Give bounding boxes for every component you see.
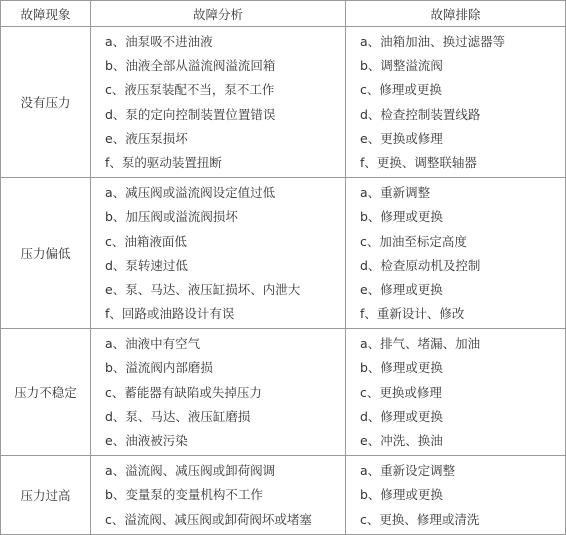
- solution-item: b、修理或更换: [360, 487, 443, 503]
- solution-cell: [346, 329, 566, 456]
- solution-item: e、冲洗、换油: [360, 433, 443, 448]
- symptom-cell: 压力不稳定: [1, 329, 91, 456]
- solution-item: b、调整溢流阀: [360, 58, 443, 74]
- analysis-cell: [91, 456, 346, 535]
- analysis-item: b、溢流阀内部磨损: [105, 360, 213, 376]
- analysis-item: e、泵、马达、液压缸损坏、内泄大: [105, 281, 301, 297]
- analysis-cell: [91, 178, 346, 329]
- solution-item: b、修理或更换: [360, 209, 443, 225]
- symptom-cell: 压力过高: [1, 456, 91, 535]
- solution-item: a、重新设定调整: [360, 463, 456, 479]
- solution-item: d、修理或更换: [360, 408, 443, 424]
- table-row: [1, 456, 566, 535]
- analysis-cell: [91, 329, 346, 456]
- solution-item: f、重新设计、修改: [360, 306, 465, 322]
- solution-cell: [346, 27, 566, 178]
- table-body: [1, 27, 566, 535]
- analysis-item: a、减压阀或溢流阀设定值过低: [105, 185, 276, 201]
- header-row: [1, 1, 566, 27]
- analysis-item: f、泵的驱动装置扭断: [105, 154, 222, 170]
- header-analysis: 故障分析: [91, 1, 346, 27]
- symptom-cell: 压力偏低: [1, 178, 91, 329]
- solution-item: a、排气、堵漏、加油: [360, 336, 481, 352]
- analysis-item: c、液压泵装配不当，泵不工作: [105, 82, 275, 98]
- solution-item: c、修理或更换: [360, 82, 442, 98]
- solution-item: d、检查原动机及控制: [360, 257, 481, 273]
- analysis-item: a、溢流阀、减压阀或卸荷阀调: [105, 463, 276, 479]
- analysis-item: a、油泵吸不进油液: [105, 34, 213, 49]
- analysis-item: b、变量泵的变量机构不工作: [105, 487, 263, 503]
- analysis-item: e、油液被污染: [105, 433, 188, 448]
- solution-item: c、更换、修理或清洗: [360, 511, 480, 527]
- analysis-item: a、油液中有空气: [105, 336, 201, 352]
- analysis-item: d、泵转速过低: [105, 257, 188, 273]
- header-phenomenon: 故障现象: [1, 1, 91, 27]
- table-row: [1, 329, 566, 456]
- analysis-item: e、液压泵损坏: [105, 130, 188, 146]
- analysis-item: c、蓄能器有缺陷或失掉压力: [105, 384, 262, 400]
- solution-item: c、更换或修理: [360, 384, 442, 400]
- analysis-item: d、泵的定向控制装置位置错误: [105, 106, 276, 122]
- analysis-item: b、油液全部从溢流阀溢流回箱: [105, 58, 276, 74]
- solution-item: a、油箱加油、换过滤器等: [360, 34, 506, 49]
- analysis-item: c、油箱液面低: [105, 233, 187, 249]
- solution-item: c、加油至标定高度: [360, 233, 467, 249]
- table-row: [1, 27, 566, 178]
- header-solution: 故障排除: [346, 1, 566, 27]
- solution-item: f、更换、调整联轴器: [360, 154, 477, 170]
- table-row: [1, 178, 566, 329]
- solution-item: b、修理或更换: [360, 360, 443, 376]
- solution-item: e、更换或修理: [360, 130, 443, 146]
- analysis-item: c、溢流阀、减压阀或卸荷阀坏或堵塞: [105, 511, 312, 527]
- solution-item: d、检查控制装置线路: [360, 106, 481, 122]
- symptom-cell: 没有压力: [1, 27, 91, 178]
- solution-item: e、修理或更换: [360, 281, 443, 297]
- solution-cell: [346, 456, 566, 535]
- solution-item: a、重新调整: [360, 185, 431, 201]
- analysis-item: f、回路或油路设计有误: [105, 306, 235, 322]
- analysis-cell: [91, 27, 346, 178]
- analysis-item: d、泵、马达、液压缸磨损: [105, 408, 251, 424]
- solution-cell: [346, 178, 566, 329]
- analysis-item: b、加压阀或溢流阀损坏: [105, 209, 238, 225]
